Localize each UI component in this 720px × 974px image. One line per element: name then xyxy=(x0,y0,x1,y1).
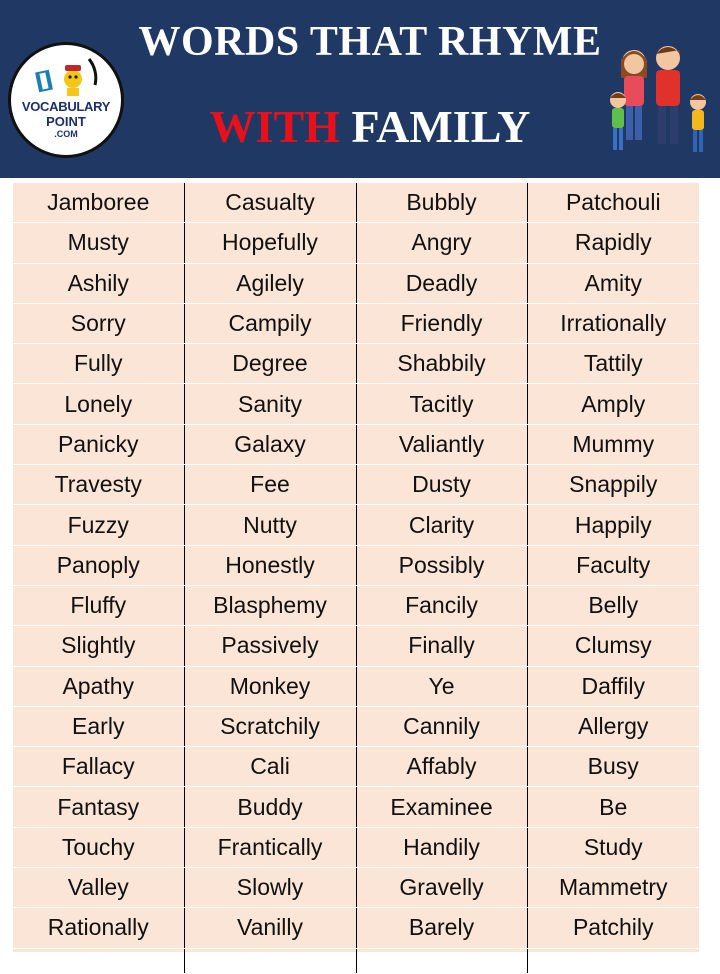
word-cell: Daffily xyxy=(527,666,699,706)
word-cell: Fancily xyxy=(356,585,527,625)
word-cell: Scratchily xyxy=(184,706,356,746)
word-cell: Vanilly xyxy=(184,908,356,948)
word-cell: Rationally xyxy=(13,908,184,948)
word-cell: Amply xyxy=(527,384,699,424)
word-cell: Cannily xyxy=(356,706,527,746)
word-cell: Gravelly xyxy=(356,868,527,908)
word-cell: Panicky xyxy=(13,424,184,464)
word-cell: Fee xyxy=(184,465,356,505)
word-cell: Touchy xyxy=(13,827,184,867)
table-row xyxy=(13,183,699,223)
word-cell: Fluffy xyxy=(13,585,184,625)
table-row xyxy=(13,424,699,464)
word-cell: Monkey xyxy=(184,666,356,706)
word-cell: Barely xyxy=(356,908,527,948)
word-cell: Snappily xyxy=(527,465,699,505)
word-cell: Patchily xyxy=(527,908,699,948)
word-cell: Travesty xyxy=(13,465,184,505)
title-word-family: FAMILY xyxy=(351,101,531,152)
word-cell: Clarity xyxy=(356,505,527,545)
word-cell: Affably xyxy=(356,747,527,787)
header-banner xyxy=(0,0,720,178)
word-cell: Cali xyxy=(184,747,356,787)
table-row xyxy=(13,223,699,263)
page-title-line1: WORDS THAT RHYME xyxy=(138,19,602,65)
word-cell: Agilely xyxy=(184,263,356,303)
word-cell: Buddy xyxy=(184,787,356,827)
word-cell: Panoply xyxy=(13,545,184,585)
table-row xyxy=(13,908,699,948)
word-cell: Angry xyxy=(356,223,527,263)
word-cell: Mummy xyxy=(527,424,699,464)
word-cell: Possibly xyxy=(356,545,527,585)
word-cell: Nutty xyxy=(184,505,356,545)
word-cell: Degree xyxy=(184,344,356,384)
word-cell: Sorry xyxy=(13,303,184,343)
table-row xyxy=(13,868,699,908)
word-cell: Valiantly xyxy=(356,424,527,464)
word-cell: Finally xyxy=(356,626,527,666)
logo-text-vocabulary: VOCABULARY xyxy=(21,99,111,114)
word-cell: Bubbly xyxy=(356,183,527,223)
word-cell: Campily xyxy=(184,303,356,343)
word-cell: Blasphemy xyxy=(184,585,356,625)
table-row xyxy=(13,585,699,625)
word-cell: Slowly xyxy=(184,868,356,908)
word-cell: Casualty xyxy=(184,183,356,223)
table-row xyxy=(13,666,699,706)
word-cell: Sanity xyxy=(184,384,356,424)
book-mascot-icon xyxy=(33,55,99,99)
table-row xyxy=(13,465,699,505)
word-cell: Happily xyxy=(527,505,699,545)
table-row xyxy=(13,263,699,303)
table-row xyxy=(13,303,699,343)
word-cell: Shabbily xyxy=(356,344,527,384)
word-cell: Slightly xyxy=(13,626,184,666)
word-cell: Faculty xyxy=(527,545,699,585)
rhyme-word-table xyxy=(13,183,699,952)
word-cell: Passively xyxy=(184,626,356,666)
word-cell: Mammetry xyxy=(527,868,699,908)
word-cell: Be xyxy=(527,787,699,827)
word-cell: Ashily xyxy=(13,263,184,303)
word-cell: Rapidly xyxy=(527,223,699,263)
word-cell: Irrationally xyxy=(527,303,699,343)
title-word-with: WITH xyxy=(209,101,340,152)
table-row xyxy=(13,787,699,827)
word-cell: Dusty xyxy=(356,465,527,505)
word-cell: Handily xyxy=(356,827,527,867)
word-cell: Patchouli xyxy=(527,183,699,223)
word-cell: Allergy xyxy=(527,706,699,746)
table-row xyxy=(13,747,699,787)
table-row xyxy=(13,706,699,746)
table-row xyxy=(13,384,699,424)
word-cell: Study xyxy=(527,827,699,867)
word-cell: Fallacy xyxy=(13,747,184,787)
word-cell: Friendly xyxy=(356,303,527,343)
table-row xyxy=(13,545,699,585)
word-cell: Jamboree xyxy=(13,183,184,223)
word-cell: Lonely xyxy=(13,384,184,424)
site-logo[interactable] xyxy=(8,42,124,158)
word-cell: Tacitly xyxy=(356,384,527,424)
word-cell: Belly xyxy=(527,585,699,625)
word-cell: Deadly xyxy=(356,263,527,303)
word-cell: Amity xyxy=(527,263,699,303)
word-cell: Ye xyxy=(356,666,527,706)
logo-text-point: POINT xyxy=(46,114,86,129)
logo-text-com: .COM xyxy=(54,129,78,139)
table-row xyxy=(13,626,699,666)
family-illustration-icon xyxy=(604,38,712,160)
word-cell: Clumsy xyxy=(527,626,699,666)
word-cell: Honestly xyxy=(184,545,356,585)
word-cell: Apathy xyxy=(13,666,184,706)
word-cell: Fully xyxy=(13,344,184,384)
word-cell: Examinee xyxy=(356,787,527,827)
word-cell: Fuzzy xyxy=(13,505,184,545)
word-cell: Valley xyxy=(13,868,184,908)
table-filler-row xyxy=(13,948,699,973)
word-cell: Frantically xyxy=(184,827,356,867)
word-cell: Busy xyxy=(527,747,699,787)
page-title-line2 xyxy=(120,100,620,153)
empty-cell xyxy=(356,948,527,973)
word-grid xyxy=(13,183,699,974)
empty-cell xyxy=(527,948,699,973)
empty-cell xyxy=(184,948,356,973)
word-cell: Galaxy xyxy=(184,424,356,464)
empty-cell xyxy=(13,948,184,973)
word-cell: Tattily xyxy=(527,344,699,384)
word-cell: Hopefully xyxy=(184,223,356,263)
table-row xyxy=(13,827,699,867)
table-row xyxy=(13,344,699,384)
word-cell: Fantasy xyxy=(13,787,184,827)
word-cell: Musty xyxy=(13,223,184,263)
word-cell: Early xyxy=(13,706,184,746)
table-row xyxy=(13,505,699,545)
